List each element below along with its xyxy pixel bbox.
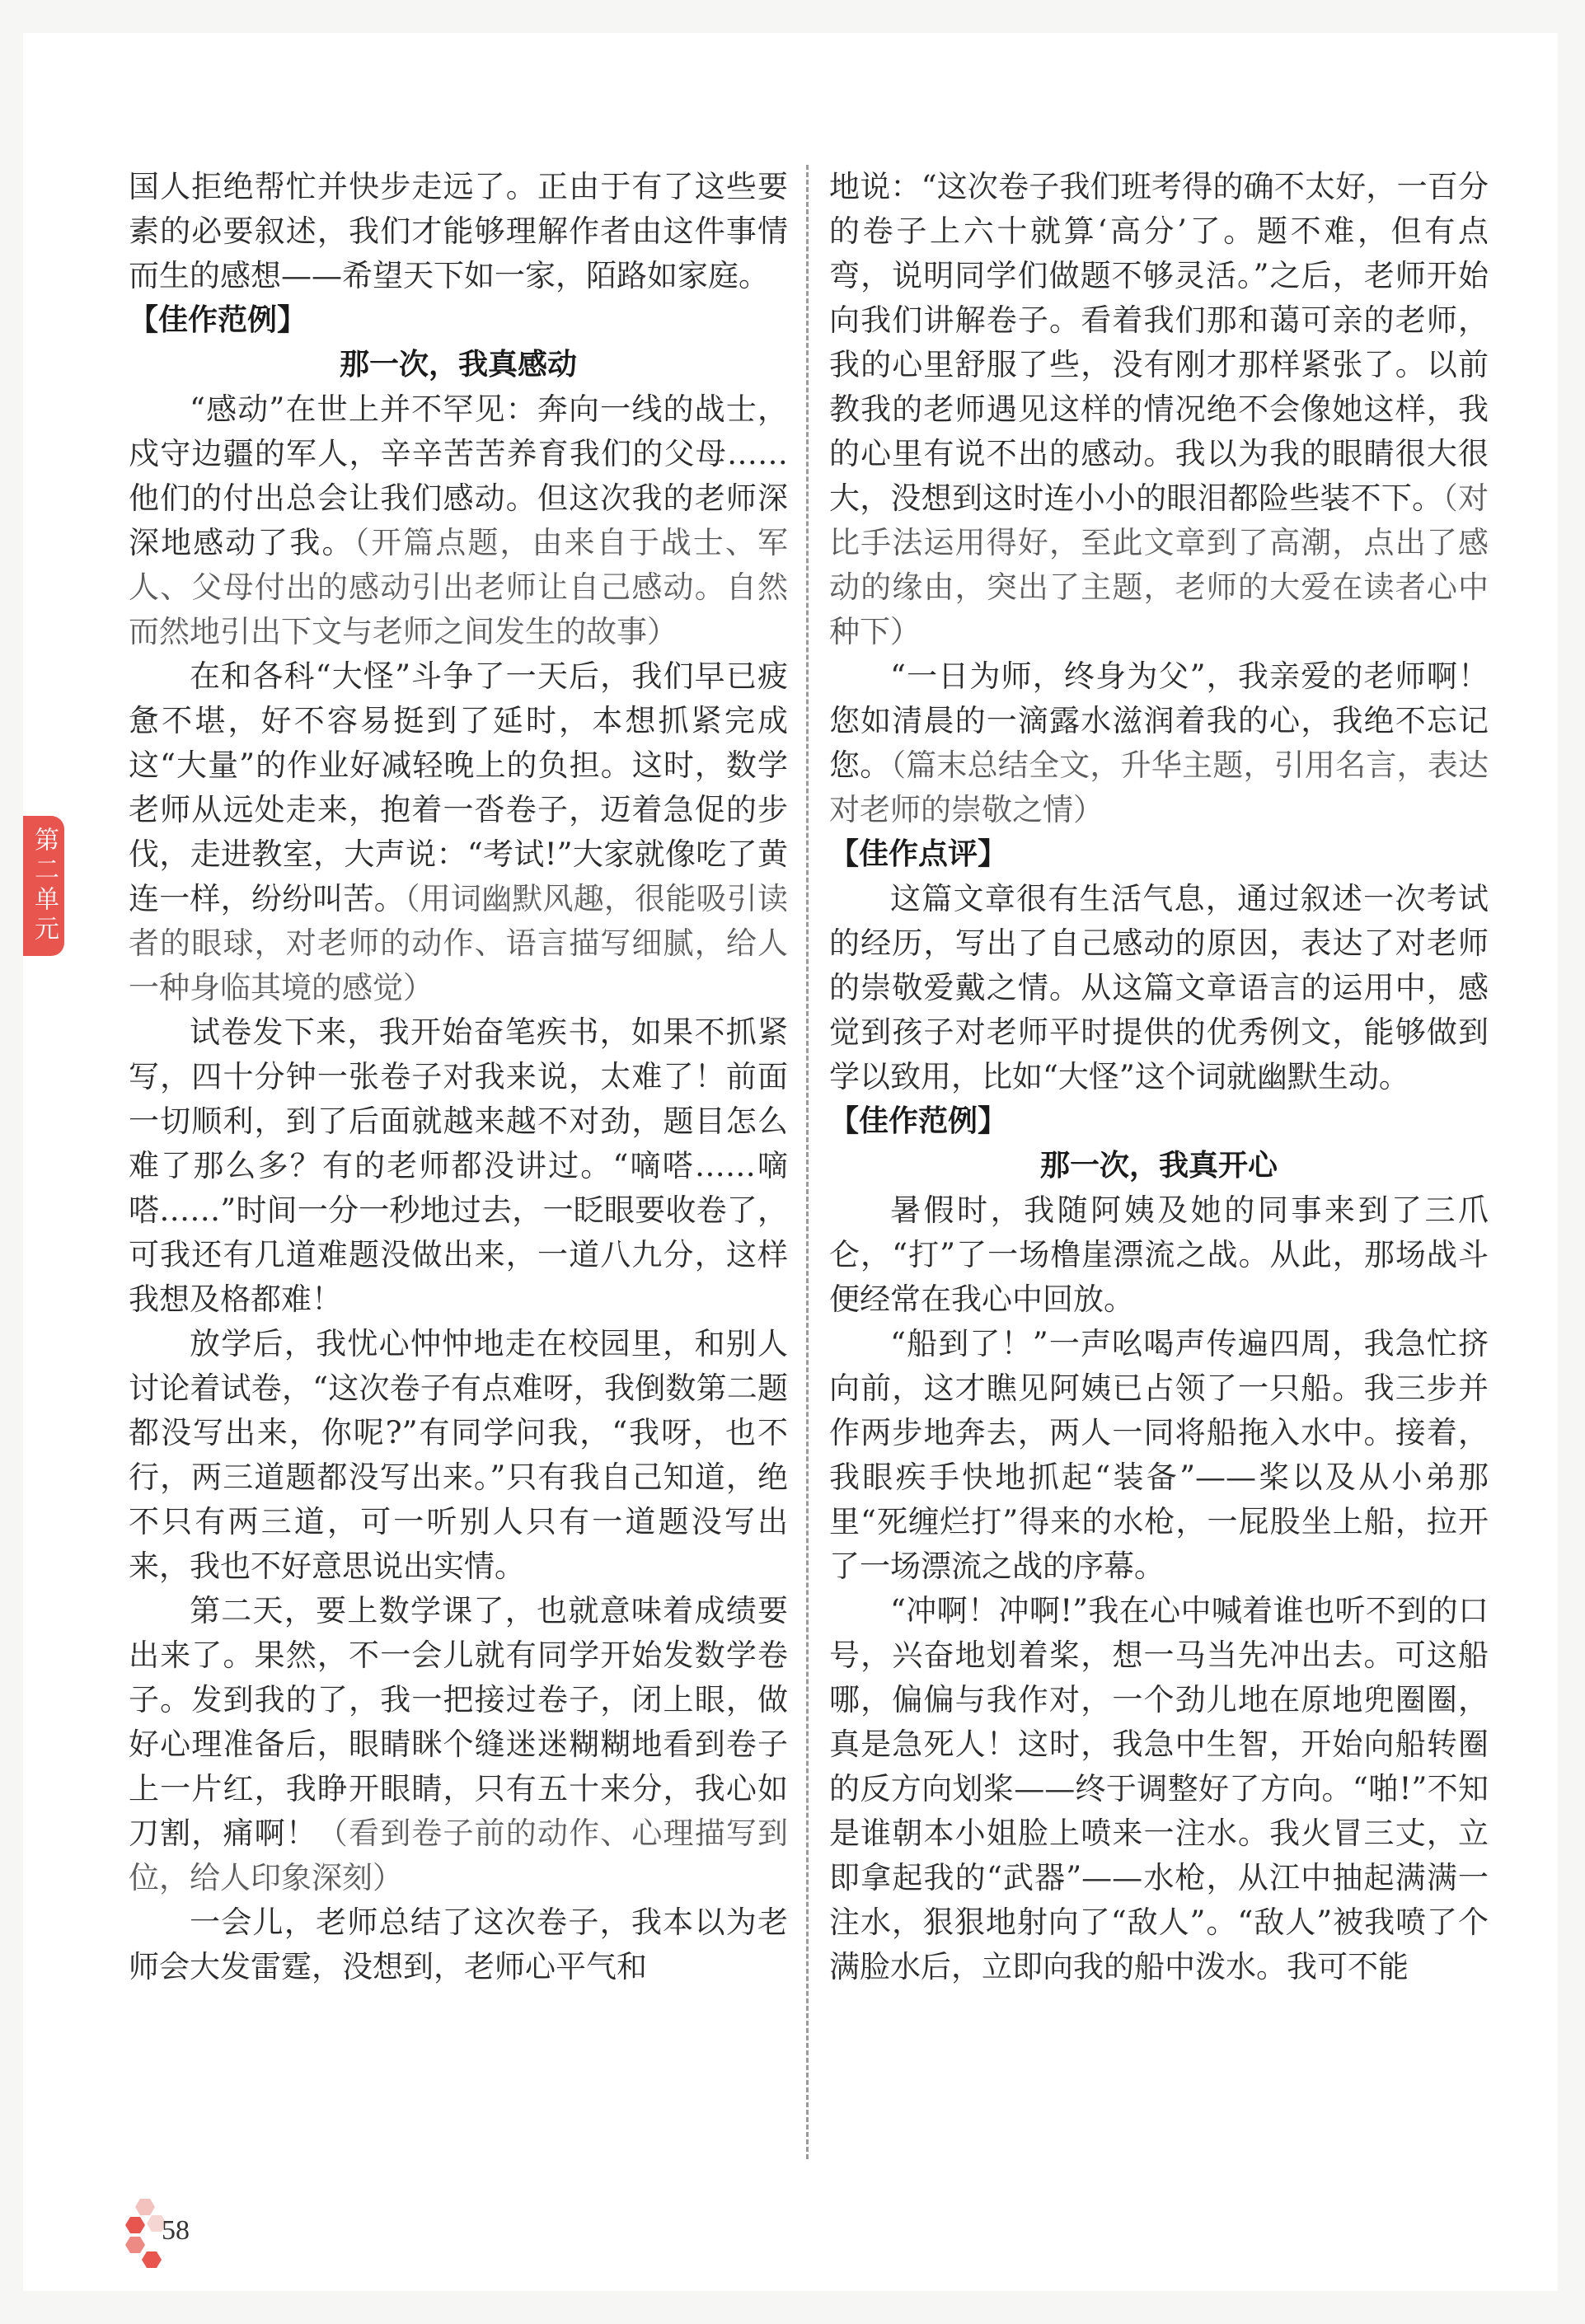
commentary-note: （对比手法运用得好，至此文章到了高潮，点出了感动的缘由，突出了主题，老师的大爱在读者心中种下） — [829, 480, 1489, 649]
paragraph — [129, 654, 788, 1010]
paragraph-text: 地说：“这次卷子我们班考得的确不太好，一百分的卷子上六十就算‘高分’了。题不难，但有点弯，说明同学们做题不够灵活。”之后，老师开始向我们讲解卷子。看着我们那和蔼可亲的老师，我的心里舒服了些，没有刚才那样紧张了。以前教我的老师遇见这样的情况绝不会像她这样，我的心里有说不出的感动。我以为我的眼睛很大很大，没想到这时连小小的眼泪都险些装不下。 — [829, 169, 1489, 516]
column-divider — [806, 165, 809, 2159]
page-number: 58 — [162, 2215, 190, 2246]
paragraph — [829, 654, 1489, 832]
paragraph-text: “船到了！”一声吆喝声传遍四周，我急忙挤向前，这才瞧见阿姨已占领了一只船。我三步并作两步地奔去，两人一同将船拖入水中。接着，我眼疾手快地抓起“装备”——桨以及从小弟那里“死缠烂打”得来的水枪，一屁股坐上船，拉开了一场漂流之战的序幕。 — [829, 1326, 1489, 1584]
paragraph-text: 暑假时，我随阿姨及她的同事来到了三爪仑，“打”了一场橹崖漂流之战。从此，那场战斗便经常在我心中回放。 — [829, 1192, 1489, 1317]
paragraph — [129, 1589, 788, 1900]
left-column — [129, 165, 788, 1989]
commentary-note: （看到卷子前的动作、心理描写到位，给人印象深刻） — [129, 1816, 789, 1895]
paragraph — [829, 1188, 1489, 1322]
paragraph-text: 放学后，我忧心忡忡地走在校园里，和别人讨论着试卷，“这次卷子有点难呀，我倒数第二题都没写出来，你呢?”有同学问我，“我呀，也不行，两三道题都没写出来。”只有我自己知道，绝不只有两三道，可一听别人只有一道题没写出来，我也不好意思说出实情。 — [129, 1326, 788, 1584]
right-column — [829, 165, 1489, 1989]
hexagon-icon — [135, 2199, 155, 2215]
hexagon-icon — [142, 2251, 162, 2268]
commentary-note: （用词幽默风趣，很能吸引读者的眼球，对老师的动作、语言描写细腻，给人一种身临其境的感觉） — [129, 881, 789, 1005]
paragraph — [129, 1900, 788, 1989]
paragraph — [829, 1322, 1489, 1589]
article-title: 那一次，我真感动 — [339, 348, 577, 382]
article-title: 那一次，我真开心 — [1039, 1149, 1278, 1183]
paragraph-text: “感动”在世上并不罕见：奔向一线的战士，戍守边疆的军人，辛辛苦苦养育我们的父母……他们的付出总会让我们感动。但这次我的老师深深地感动了我。 — [129, 391, 788, 560]
paragraph-text: 试卷发下来，我开始奋笔疾书，如果不抓紧写，四十分钟一张卷子对我来说，太难了！前面一切顺利，到了后面就越来越不对劲，题目怎么难了那么多？有的老师都没讲过。“嘀嗒……嘀嗒……”时间一分一秒地过去，一眨眼要收卷了，可我还有几道难题没做出来，一道八九分，这样我想及格都难！ — [129, 1014, 788, 1317]
commentary-note: （开篇点题，由来自于战士、军人、父母付出的感动引出老师让自己感动。自然而然地引出下文与老师之间发生的故事） — [129, 525, 789, 649]
paragraph-text: 在和各科“大怪”斗争了一天后，我们早已疲惫不堪，好不容易挺到了延时，本想抓紧完成这“大量”的作业好减轻晚上的负担。这时，数学老师从远处走来，抱着一沓卷子，迈着急促的步伐，走进教室，大声说：“考试!”大家就像吃了黄连一样，纷纷叫苦。 — [129, 658, 788, 916]
section-label: 【佳作点评】 — [829, 837, 1008, 871]
unit-side-tab — [23, 816, 64, 956]
paragraph-text: “冲啊！冲啊!”我在心中喊着谁也听不到的口号，兴奋地划着桨，想一马当先冲出去。可这船哪，偏偏与我作对，一个劲儿地在原地兜圈圈，真是急死人！这时，我急中生智，开始向船转圈的反方向划桨——终于调整好了方向。“啪!”不知是谁朝本小姐脸上喷来一注水。我火冒三丈，立即拿起我的“武器”——水枪，从江中抽起满满一注水，狠狠地射向了“敌人”。“敌人”被我喷了个满脸水后，立即向我的船中泼水。我可不能 — [829, 1593, 1489, 1984]
hexagon-icon — [125, 2237, 145, 2253]
commentary-note: （篇末总结全文，升华主题，引用名言，表达对老师的崇敬之情） — [829, 747, 1489, 827]
paragraph-text: “一日为师，终身为父”，我亲爱的老师啊！您如清晨的一滴露水滋润着我的心，我绝不忘记您。 — [829, 658, 1489, 783]
paragraph-text: 一会儿，老师总结了这次卷子，我本以为老师会大发雷霆，没想到，老师心平气和 — [129, 1905, 788, 1984]
paragraph — [129, 165, 788, 298]
paragraph — [129, 1322, 788, 1589]
paragraph-text: 国人拒绝帮忙并快步走远了。正由于有了这些要素的必要叙述，我们才能够理解作者由这件事情而生的感想——希望天下如一家，陌路如家庭。 — [129, 169, 788, 293]
paragraph — [129, 387, 788, 654]
paragraph-text: 第二天，要上数学课了，也就意味着成绩要出来了。果然，不一会儿就有同学开始发数学卷子。发到我的了，我一把接过卷子，闭上眼，做好心理准备后，眼睛眯个缝迷迷糊糊地看到卷子上一片红，我睁开眼睛，只有五十来分，我心如刀割，痛啊！ — [129, 1593, 788, 1851]
section-label: 【佳作范例】 — [829, 1104, 1008, 1138]
paragraph-text: 这篇文章很有生活气息，通过叙述一次考试的经历，写出了自己感动的原因，表达了对老师的崇敬爱戴之情。从这篇文章语言的运用中，感觉到孩子对老师平时提供的优秀例文，能够做到学以致用，比如“大怪”这个词就幽默生动。 — [829, 881, 1489, 1094]
unit-side-tab-label: 第二单元 — [30, 827, 59, 945]
section-label: 【佳作范例】 — [129, 303, 307, 337]
paragraph — [829, 877, 1489, 1099]
paragraph — [829, 165, 1489, 654]
hexagon-icon — [125, 2217, 145, 2233]
paragraph — [129, 1010, 788, 1322]
paragraph — [829, 1589, 1489, 1989]
